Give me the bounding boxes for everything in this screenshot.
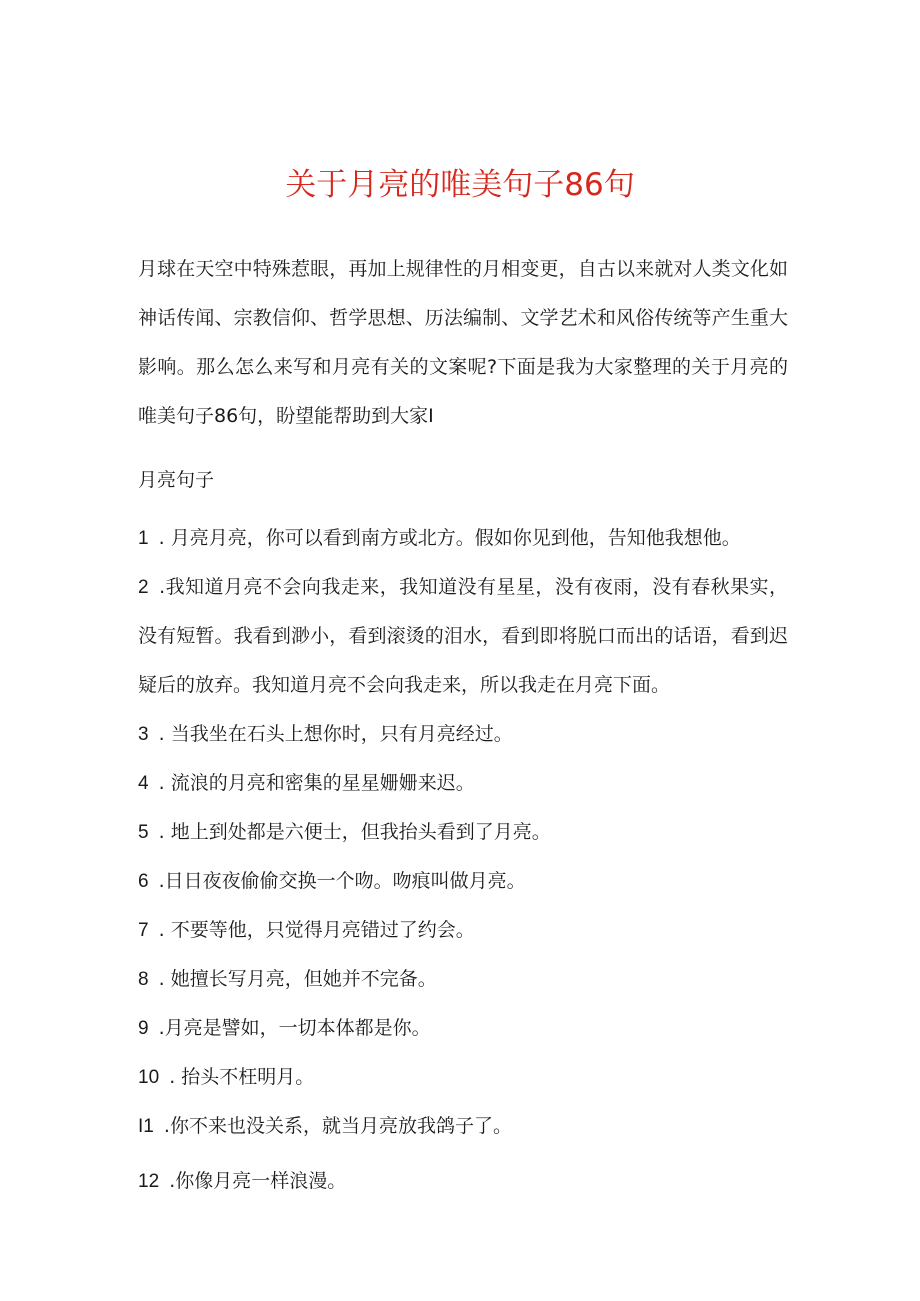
item-number: 9 [138, 1018, 149, 1039]
intro-paragraph: 月球在天空中特殊惹眼，再加上规律性的月相变更，自古以来就对人类文化如神话传闻、宗教信仰、哲学思想、历法编制、文学艺术和风俗传统等产生重大影响。那么怎么来写和月亮有关的文案呢?下面是我为大家整理的关于月亮的唯美句子86句，盼望能帮助到大家I [138, 258, 788, 427]
item-text: .你像月亮一样浪漫。 [169, 1170, 347, 1192]
list-item [138, 1102, 788, 1151]
list-item [138, 1053, 788, 1102]
item-text: . 她擅长写月亮，但她并不完备。 [158, 968, 437, 990]
item-text: .月亮是譬如，一切本体都是你。 [158, 1017, 431, 1039]
item-number: 3 [138, 724, 149, 745]
item-number: 5 [138, 822, 149, 843]
item-number: 1 [138, 528, 149, 549]
section-heading: 月亮句子 [138, 469, 215, 491]
item-text: . 不要等他，只觉得月亮错过了约会。 [158, 919, 475, 941]
list-item [138, 906, 788, 955]
item-number: 7 [138, 920, 149, 941]
list-item [138, 514, 788, 563]
item-text: . 当我坐在石头上想你时，只有月亮经过。 [158, 723, 513, 745]
item-number: 8 [138, 969, 149, 990]
item-number: 10 [138, 1067, 160, 1088]
item-text: . 流浪的月亮和密集的星星姗姗来迟。 [158, 772, 475, 794]
list-item [138, 1004, 788, 1053]
item-text: .我知道月亮不会向我走来，我知道没有星星，没有夜雨，没有春秋果实，没有短暂。我看到渺小，看到滚烫的泪水，看到即将脱口而出的话语，看到迟疑后的放弃。我知道月亮不会向我走来，所以我走在月亮下面。 [138, 576, 788, 696]
item-text: .你不来也没关系，就当月亮放我鸽子了。 [163, 1115, 512, 1137]
item-number: I1 [138, 1116, 154, 1137]
item-number: 4 [138, 773, 149, 794]
item-number: 6 [138, 871, 149, 892]
sentence-list [138, 514, 788, 1206]
item-text: .日日夜夜偷偷交换一个吻。吻痕叫做月亮。 [158, 870, 526, 892]
item-number: 12 [138, 1171, 160, 1192]
list-item [138, 955, 788, 1004]
document-title: 关于月亮的唯美句子86句 [285, 166, 635, 203]
list-item [138, 759, 788, 808]
item-text: . 抬头不枉明月。 [169, 1066, 315, 1088]
item-text: . 地上到处都是六便士，但我抬头看到了月亮。 [158, 821, 551, 843]
list-item [138, 808, 788, 857]
list-item [138, 563, 788, 710]
item-number: 2 [138, 577, 149, 598]
item-text: . 月亮月亮，你可以看到南方或北方。假如你见到他，告知他我想他。 [158, 527, 741, 549]
list-item [138, 857, 788, 906]
list-item [138, 1157, 788, 1206]
list-item [138, 710, 788, 759]
